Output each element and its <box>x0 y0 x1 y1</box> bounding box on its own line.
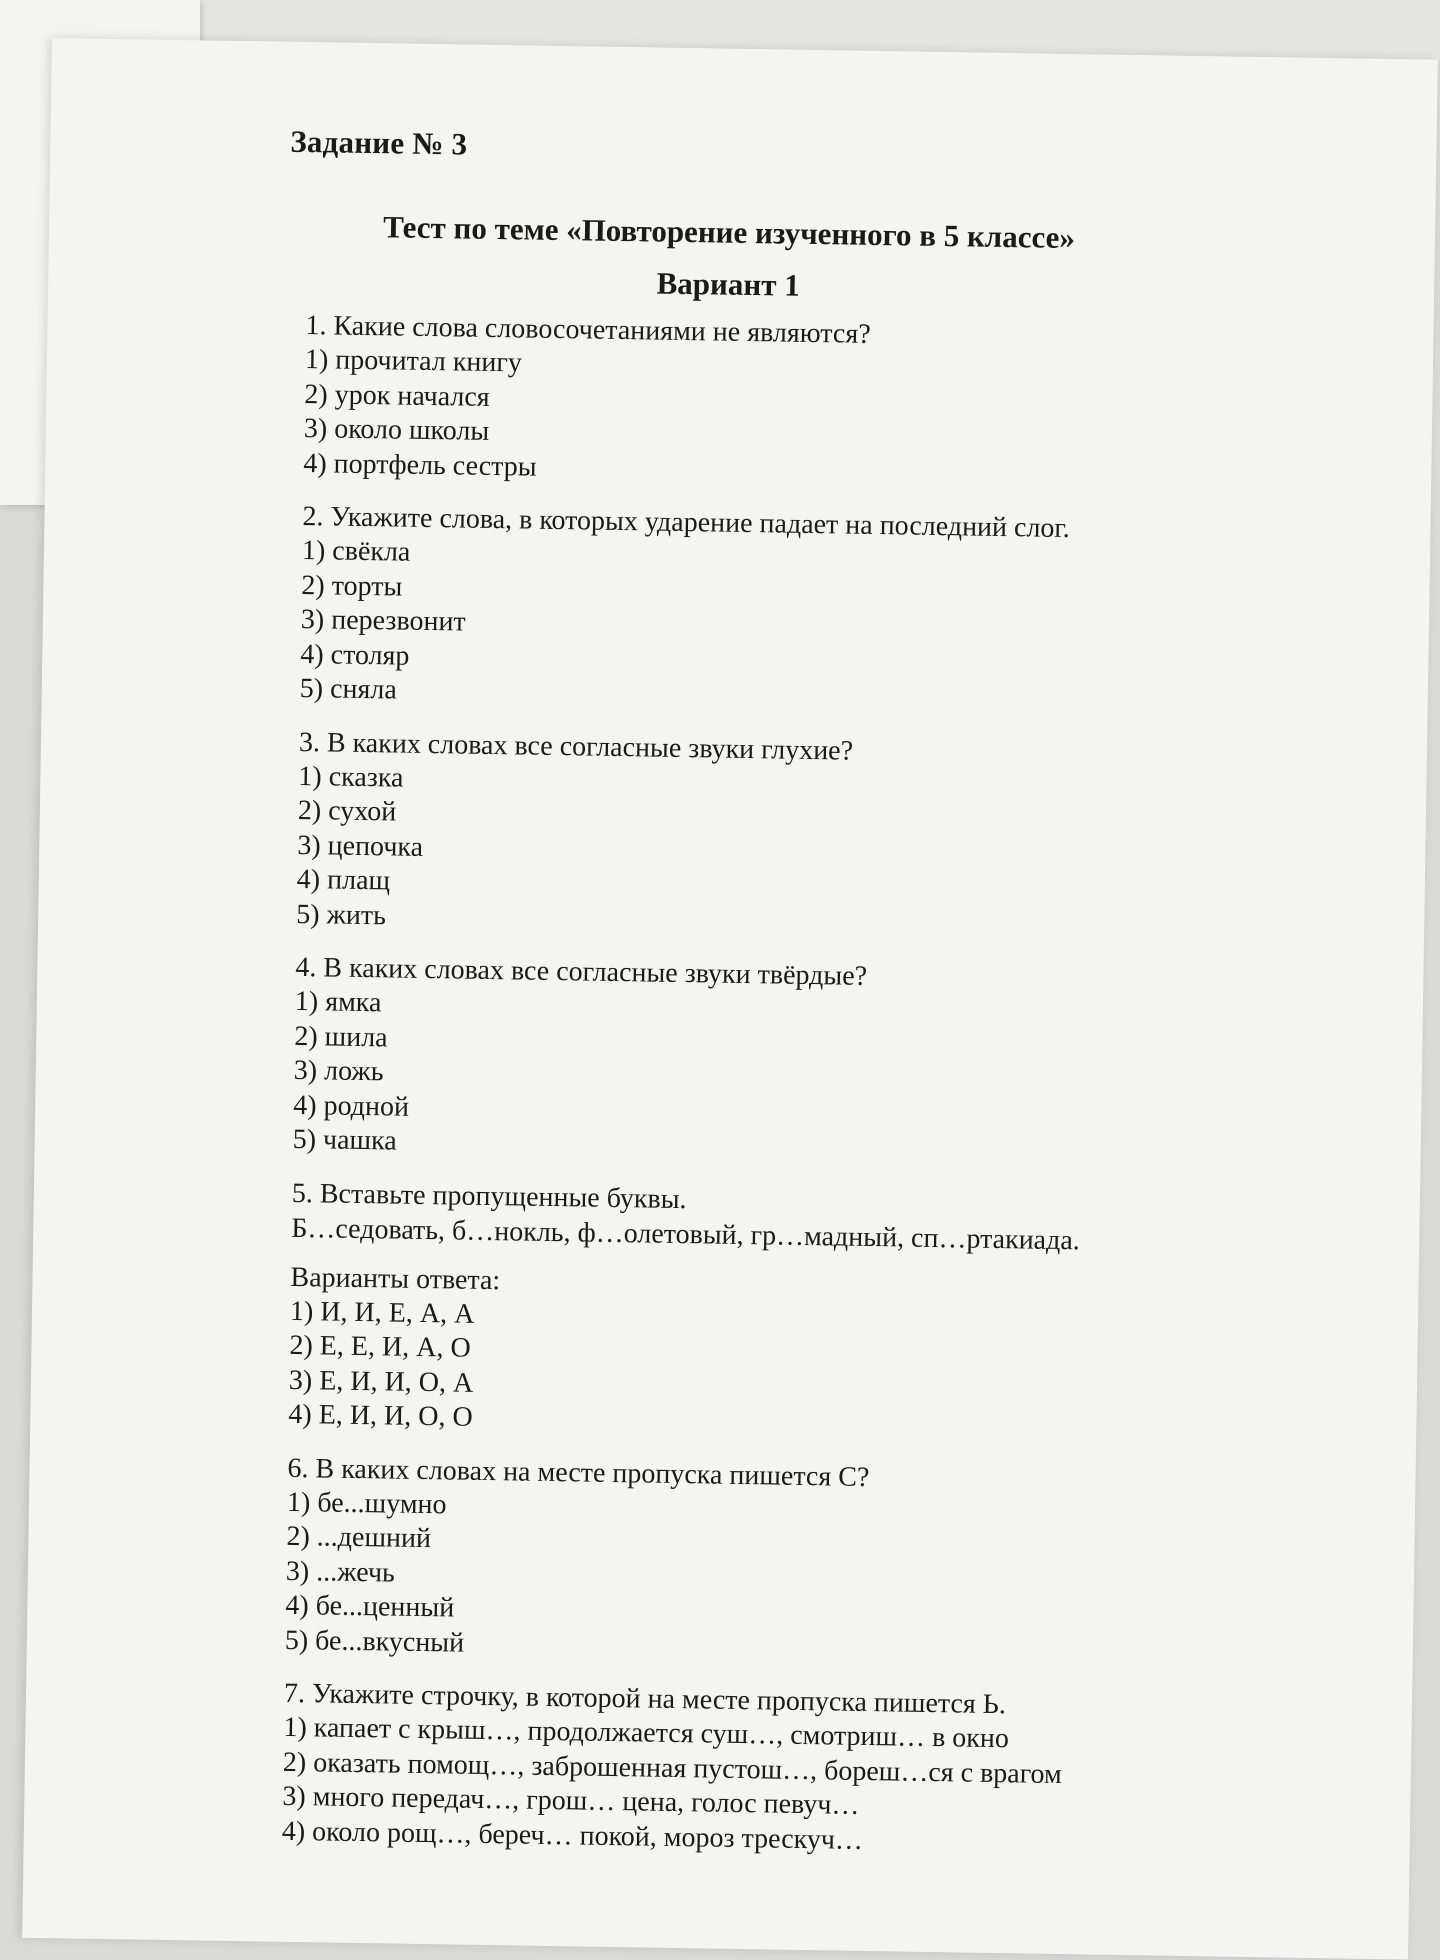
answer-option: 5) бе...вкусный <box>284 1624 465 1659</box>
answer-option: 1) ямка <box>294 985 382 1019</box>
answer-option: 1) прочитал книгу <box>304 344 523 379</box>
answers-label: Варианты ответа: <box>290 1261 501 1296</box>
question-text: 4. В каких словах все согласные звуки твёрдые? <box>295 951 868 992</box>
test-sheet <box>22 38 1438 1960</box>
answer-option: 5) жить <box>296 898 387 931</box>
answer-option: 4) бе...ценный <box>285 1589 455 1624</box>
question-7 <box>282 1676 1267 1864</box>
answer-option: 2) торты <box>301 569 403 603</box>
answer-option: 2) шила <box>294 1020 388 1053</box>
answer-option: 4) столяр <box>300 638 410 672</box>
answer-option: 4) родной <box>293 1089 410 1123</box>
answer-option: 3) цепочка <box>297 829 424 863</box>
answer-option: 3) Е, И, И, О, А <box>288 1364 474 1399</box>
answer-option: 3) ...жечь <box>285 1555 396 1589</box>
question-3 <box>296 724 1281 947</box>
answer-option: 5) чашка <box>292 1123 397 1157</box>
answer-option: 4) около рощ…, береч… покой, мороз трескуч… <box>281 1815 864 1856</box>
variant-label: Вариант 1 <box>656 265 801 303</box>
answer-option: 4) портфель сестры <box>303 447 537 483</box>
question-4 <box>292 950 1277 1173</box>
question-text: 7. Укажите строчку, в которой на месте пропуска пишется Ь. <box>283 1677 1007 1721</box>
answer-option: 3) перезвонит <box>300 603 466 638</box>
question-5 <box>288 1175 1274 1447</box>
answer-option: 2) сухой <box>297 794 397 828</box>
answer-option: 4) плащ <box>296 863 391 897</box>
question-text: 1. Какие слова словосочетаниями не являются? <box>305 310 871 350</box>
question-text: 5. Вставьте пропущенные буквы. <box>291 1177 687 1215</box>
answer-option: 2) Е, Е, И, А, О <box>289 1329 471 1364</box>
answer-option: 3) много передач…, грош… цена, голос певуч… <box>282 1780 860 1821</box>
question-1 <box>303 308 1288 496</box>
answer-option: 1) сказка <box>298 760 404 794</box>
question-2 <box>300 499 1285 722</box>
answer-option: 1) бе...шумно <box>286 1486 447 1520</box>
test-title: Тест по теме «Повторение изученного в 5 классе» <box>382 209 1076 256</box>
task-heading: Задание № 3 <box>290 123 468 162</box>
answer-option: 2) ...дешний <box>286 1520 432 1555</box>
words-with-gaps: Б…седовать, б…нокль, ф…олетовый, гр…мадный, сп…ртакиада. <box>291 1212 1081 1256</box>
question-6 <box>285 1450 1270 1673</box>
answer-option: 1) И, И, Е, А, А <box>289 1295 475 1330</box>
question-text: 6. В каких словах на месте пропуска пишется С? <box>287 1452 870 1493</box>
answer-option: 4) Е, И, И, О, О <box>288 1398 473 1433</box>
answer-option: 3) ложь <box>293 1054 384 1088</box>
answer-option: 5) сняла <box>299 672 398 706</box>
answer-option: 2) урок начался <box>304 378 490 413</box>
question-text: 3. В каких словах все согласные звуки глухие? <box>298 726 854 767</box>
answer-option: 3) около школы <box>303 413 490 447</box>
question-text: 2. Укажите слова, в которых ударение падает на последний слог. <box>302 500 1070 545</box>
answer-option: 1) свёкла <box>301 534 411 568</box>
answer-option: 2) оказать помощ…, заброшенная пустош…, бореш…ся с врагом <box>282 1746 1062 1790</box>
sheet-content <box>263 124 1290 1882</box>
answer-option: 1) капает с крыш…, продолжается суш…, смотриш… в окно <box>283 1711 1010 1755</box>
